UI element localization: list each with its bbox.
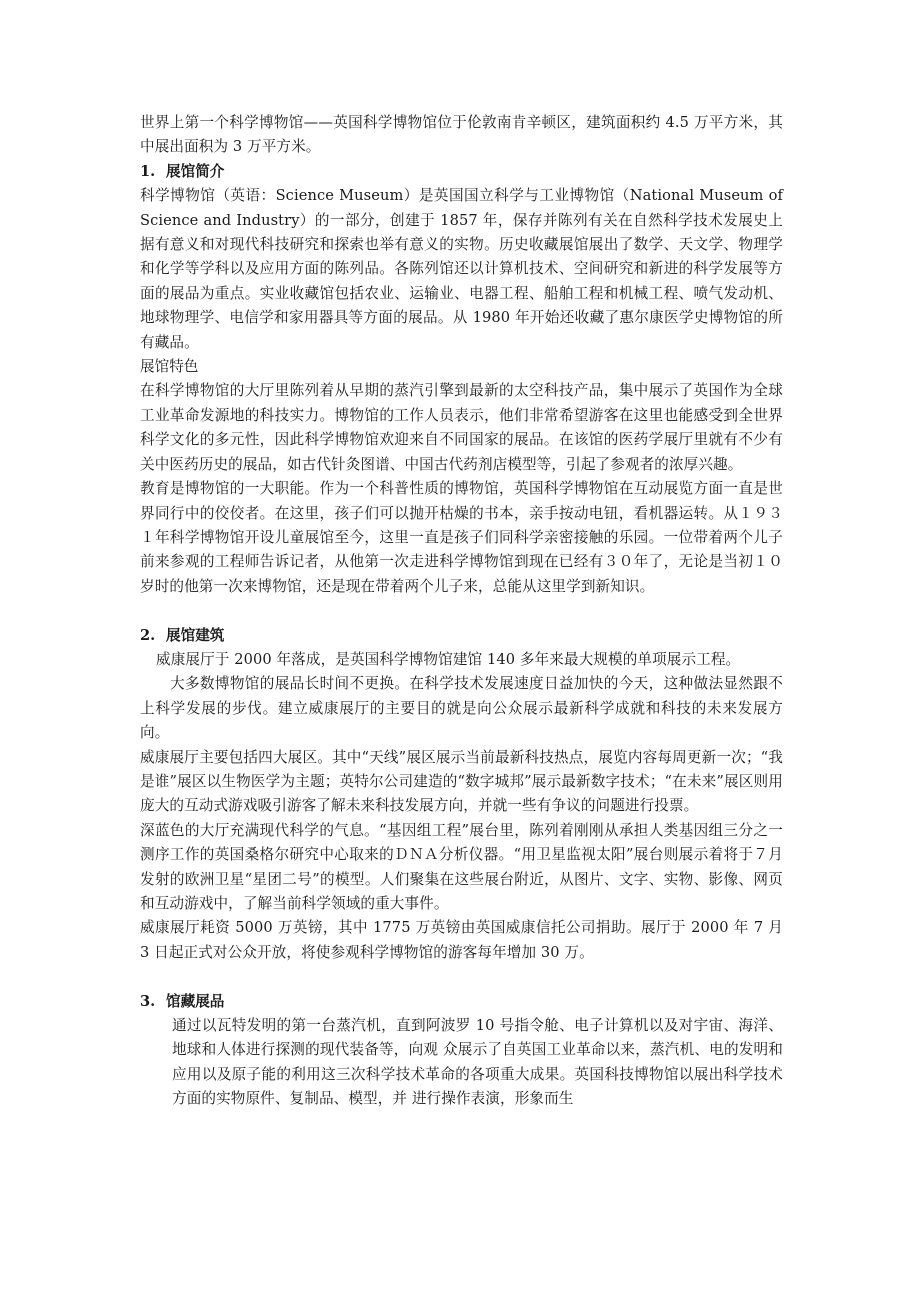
section-1-paragraph-1: 科学博物馆（英语：Science Museum）是英国国立科学与工业博物馆（National Museum of Science and Industry）的一部分，创建于 1857 年，保存并陈列有关在自然科学技术发展史上据有意义和对现代科技研究和探索也举有意义的实物。历史收藏展馆展出了数学、天文学、物理学和化学等学科以及应用方面的陈列品。各陈列馆还以计算机技术、空间研究和新进的科学发展等方面的展品为重点。实业收藏馆包括农业、运输业、电器工程、船舶工程和机械工程、喷气发动机、地球物理学、电信学和家用器具等方面的展品。从 1980 年开始还收藏了惠尔康医学史博物馆的所有藏品。 [140, 187, 783, 351]
section-1-number: 1. [140, 162, 156, 180]
spacer [140, 965, 783, 989]
section-2-paragraph-1: 威康展厅于 2000 年落成，是英国科学博物馆建馆 140 多年来最大规模的单项展示工程。 [156, 650, 741, 668]
section-2-paragraph-5: 威康展厅耗资 5000 万英镑，其中 1775 万英镑由英国威康信托公司捐助。展厅于 2000 年 7 月 3 日起正式对公众开放，将使参观科学博物馆的游客每年增加 30 万。 [140, 919, 783, 961]
section-2-title: 展馆建筑 [166, 626, 225, 644]
section-2-paragraph-2: 大多数博物馆的展品长时间不更换。在科学技术发展速度日益加快的今天，这种做法显然跟不上科学发展的步伐。建立威康展厅的主要目的就是向公众展示最新科学成就和科技的未来发展方向。 [140, 675, 783, 742]
section-2-paragraph-3: 威康展厅主要包括四大展区。其中“天线”展区展示当前最新科技热点，展览内容每周更新一次；“我是谁”展区以生物医学为主题；英特尔公司建造的“数字城邦”展示最新数字技术；“在未来”展区则用庞大的互动式游戏吸引游客了解未来科技发展方向，并就一些有争议的问题进行投票。 [140, 748, 783, 815]
section-2-heading [140, 624, 783, 648]
section-1-paragraph-3: 教育是博物馆的一大职能。作为一个科普性质的博物馆，英国科学博物馆在互动展览方面一直是世界同行中的佼佼者。在这里，孩子们可以抛开枯燥的书本，亲手按动电钮，看机器运转。从１９３１年科学博物馆开设儿童展馆至今，这里一直是孩子们同科学亲密接触的乐园。一位带着两个儿子前来参观的工程师告诉记者，从他第一次走进科学博物馆到现在已经有３０年了，无论是当初１０岁时的他第一次来博物馆，还是现在带着两个儿子来，总能从这里学到新知识。 [140, 480, 783, 595]
document-page [140, 111, 783, 1112]
intro-paragraph: 世界上第一个科学博物馆——英国科学博物馆位于伦敦南肯辛顿区，建筑面积约 4.5 万平方米，其中展出面积为 3 万平方米。 [140, 114, 783, 156]
section-2-number: 2. [140, 626, 156, 644]
section-3-title: 馆藏展品 [166, 992, 225, 1010]
section-1-paragraph-2: 在科学博物馆的大厅里陈列着从早期的蒸汽引擎到最新的太空科技产品，集中展示了英国作为全球工业革命发源地的科技实力。博物馆的工作人员表示，他们非常希望游客在这里也能感受到全世界科学文化的多元性，因此科学博物馆欢迎来自不同国家的展品。在该馆的医药学展厅里就有不少有关中医药历史的展品，如古代针灸图谱、中国古代药剂店模型等，引起了参观者的浓厚兴趣。 [140, 382, 783, 473]
spacer [140, 599, 783, 623]
section-2-paragraph-4: 深蓝色的大厅充满现代科学的气息。“基因组工程”展台里，陈列着刚刚从承担人类基因组三分之一测序工作的英国桑格尔研究中心取来的ＤＮＡ分析仪器。“用卫星监视太阳”展台则展示着将于７月发射的欧洲卫星“星团二号”的模型。人们聚集在这些展台附近，从图片、文字、实物、影像、网页和互动游戏中，了解当前科学领域的重大事件。 [140, 821, 783, 912]
section-1-subheading: 展馆特色 [140, 358, 199, 376]
section-1-title: 展馆简介 [166, 162, 225, 180]
section-3-heading [140, 990, 783, 1014]
section-3-paragraph-1: 通过以瓦特发明的第一台蒸汽机，直到阿波罗 10 号指令舱、电子计算机以及对宇宙、海洋、地球和人体进行探测的现代装备等，向观 众展示了自英国工业革命以来，蒸汽机、电的发明和应用以及原子能的利用这三次科学技术革命的各项重大成果。英国科技博物馆以展出科学技术方面的实物原件、复制品、模型，并 进行操作表演，形象而生 [172, 1017, 783, 1108]
section-1-heading [140, 160, 783, 184]
section-3-number: 3. [140, 992, 156, 1010]
section-3-body [140, 1014, 783, 1112]
